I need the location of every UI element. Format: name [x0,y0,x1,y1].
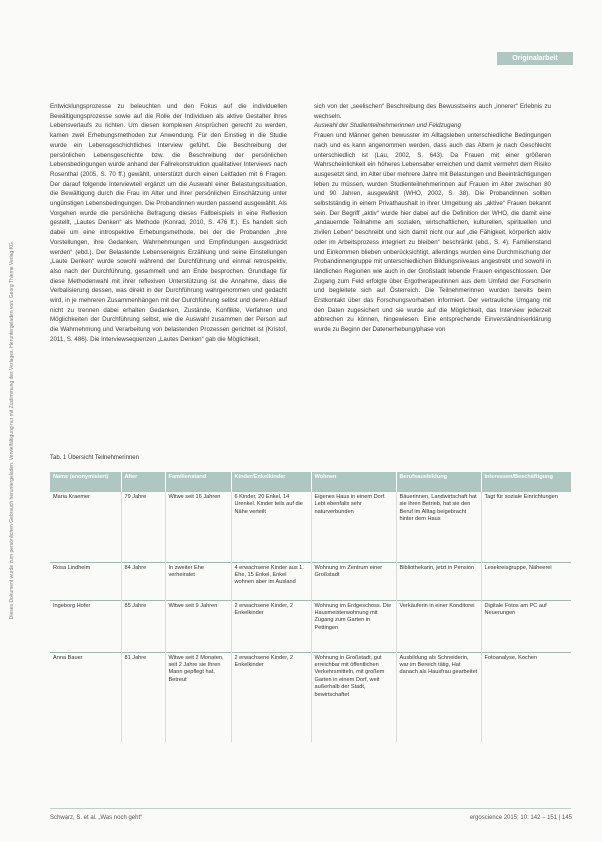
paragraph: sich von der „seelischen“ Beschreibung des Bewusstseins auch „innerer“ Erlebnis zu wechseln. [314,103,551,120]
paragraph: Frauen und Männer gehen bewusster im Alltagsleben unterschiedliche Bedingungen nach und es kann angenommen werden, dass auch das Altern je nach Geschlecht unterschiedlich ist (Lau, 2002, S. 643). Da Frauen mit einer größeren Wahrscheinlichkeit ein höheres Lebensalter erreichen und damit vermehrt dem Risiko ausgesetzt sind, im Alter über mehrere Jahre mit Belastungen und Beeinträchtigungen leben zu müssen, wurden Studienteilnehmerinnen auf Frauen im Alter zwischen 80 und 90 Jahren, ausgewählt (WHO, 2002, S. 38). Die Probandinnen sollten selbstständig in einem Privathaushalt in ihrer Umgebung als „aktive“ Frauen bekannt sein. Der Begriff „aktiv“ wurde hier dabei auf die Definition der WHO, die damit eine „andauernde Teilnahme am sozialen, wirtschaftlichen, kulturellen, spirituellen und zivilen Leben“ beschreibt und sich damit nicht nur auf „die Fähigkeit, körperlich aktiv oder im Arbeitsprozess integriert zu bleiben“ beschränkt (ebd., S. 4). Familienstand und Einkommen blieben unberücksichtigt, allerdings wurden eine Durchmischung der Probandinnengruppe mit unterschiedlichen Bildungsniveaus angestrebt und sowohl in ländlichen Regionen wie auch in der Großstadt lebende Frauen eingeschlossen. Der Zugang zum Feld erfolgte über Ergotherapeutinnen aus dem Umfeld der Forscherin und begleitete sich auf Österreich. Die Teilnehmerinnen wurden bereits beim Erstkontakt über das Forschungsvorhaben informiert. Der vertrauliche Umgang mit den Daten zugesichert und sie wurde auf die Möglichkeit, das Interview jederzeit abbrechen zu können, hingewiesen. Eine entsprechende Einverständniserklärung wurde zu Beginn der Datenerhebung/phase von [314,132,551,334]
table-cell: 85 Jahre [121,600,165,652]
table-caption: Tab. 1 Übersicht Teilnehmerinnen [50,455,139,461]
table-header-cell: Name (anonymisiert) [50,472,121,492]
text-column-right [314,102,551,442]
table-cell: 84 Jahre [121,562,165,600]
table-cell: Witwe seit 9 Jahren [165,600,231,652]
table-row [50,562,571,600]
table-header-cell: Interessen/Beschäftigung [481,472,571,492]
table-cell: Maria Kraemer [53,494,90,500]
footer-journal: ergoscience 2015; 10: 142 – 151 | 145 [469,815,572,821]
table-cell: Anna Bauer [50,652,121,742]
table-cell: Eigenes Haus in einem Dorf. Lebt ebenfalls sehr naturverbunden [311,492,396,562]
table-cell: 2 erwachsene Kinder, 2 Enkelkinder [231,652,311,742]
table-row [50,600,571,652]
section-tag: Originalarbeit [497,52,573,65]
table-header-cell: Kinder/Enkelkinder [231,472,311,492]
table-cell: Rosa Lindheim [50,562,121,600]
table-cell: Fotoanalyse, Kochen [481,652,571,742]
table-cell: Tagt für soziale Einrichtungen [481,492,571,562]
table-row [50,492,571,562]
table-cell: Wohnung im Zentrum einer Großstadt [311,562,396,600]
table-cell: Bibliothekarin, jetzt in Pension [396,562,481,600]
table-cell: Ausbildung als Schneiderin, war im Bereich tätig, Hat danach als Hausfrau gearbeitet [396,652,481,742]
table-cell: Digitale Fotos am PC auf Neuerungen [481,600,571,652]
table-cell: Witwe seit 2 Monaten, seit 2 Jahre sie Ihren Mann gepflegt hat, Betreut [165,652,231,742]
table-cell: Wohnung in Großstadt, gut erreichbar mit öffentlichen Verkehrsmitteln, mit großem Garten in einem Dorf, weit außerhalb der Stadt, bewirtschaftet [311,652,396,742]
text-column-left [50,102,287,442]
table-cell: 6 Kinder, 20 Enkel, 14 Urenkel. Kinder teils auf die Nähe verteilt [231,492,311,562]
subsection-heading: Auswahl der Studienteilnehmerinnen und Feldzugang [314,122,461,130]
table-header-row [50,472,571,492]
table-cell: 2 erwachsene Kinder, 2 Enkelkinder [231,600,311,652]
paragraph: Entwicklungsprozesse zu beleuchten und den Fokus auf die individuellen Bewältigungsprozesse sowie auf die Rolle der Individuen als aktive Gestalter ihres Lebensverlaufs zu richten. Um diesen komplexen Ansprüchen gerecht zu werden, kamen zwei Erhebungsmethoden zur Anwendung. Für den Einstieg in die Studie wurde ein Lebensgeschichtliches Interview geführt. Die Beschreibung der persönlichen Lebensgeschichte bzw. die Beschreibung der persönlichen Lebensbedingungen wurde anhand der Fallrekonstruktion qualitativer Interviews nach Rosenthal (2005, S. 70 ff.) gewählt, unterstützt durch einen Leitfaden mit 6 Fragen. Der darauf folgende Interviewteil ergänzt um die Auswahl einer Belastungssituation, die Bewältigung durch die Frau im Alter und ihrer persönlichen Einschätzung unter ungünstigen Lebensbedingungen. Die Probandinnen wurden passend ausgewählt. Als Vorgehen wurde die persönliche Befragung dieses Fallbeispiels in eine Reflexion gestellt, „Lautes Denken“ als Methode (Konrad, 2010, S. 476 ff.). Es handelt sich dabei um eine introspektive Erhebungsmethode, bei der die Probanden „ihre Vorstellungen, ihre Gedanken, Wahrnehmungen und Empfindungen ausgedrückt werden“ (ebd.). Der Belastende Lebensereignis Erzählung und seine Einstellungen „Laute Denken“ wurde sowohl während der Durchführung und einmal retrospektiv, also nach der Durchführung, gesammelt und am Ende besprochen. Grundlage für diese Methodenwahl mit ihrer reflexiven Unterstützung ist die Annahme, dass die Verbalisierung dessen, was direkt in der Durchführung wahrgenommen und gedacht wird, in je mehreren Zusammenhängen mit der Durchführung selbst und deren Ablauf nicht zu trennen dabei erhalten Gedanken, Zustände, Konflikte, Verfahren und Möglichkeiten der Durchführung selbst, wie die Auswahl zusammen der Person auf die Wahrnehmung und Verarbeitung von belastenden Prozessen gerichtet ist (Kristof, 2011, S. 486). Die Interviewsequenzen „Lautes Denken“ gab die Möglichkeit, [50,103,287,343]
download-notice: Dieses Dokument wurde zum persönlichen Gebrauch heruntergeladen. Vervielfältigung nur mit Zustimmung des Verlages. Heruntergeladen von: Georg Thieme Verlag KG. [9,240,15,620]
table-cell: Wohnung im Erdgeschoss. Die Hausmeisterwohnung mit Zugang zum Garten in Pettingen [311,600,396,652]
table-header-cell: Wohnen [311,472,396,492]
footer-citation: Schwarz, S. et al. „Was noch geht“ [50,815,143,821]
table-cell: Lesekreisgruppe, Näheerei [481,562,571,600]
table-header-cell: Alter [121,472,165,492]
footer-rule [50,808,571,809]
table-header-cell: Familienstand [165,472,231,492]
table-cell: Witwe seit 16 Jahren [165,492,231,562]
table-cell: In zweiter Ehe verheiratet [165,562,231,600]
table-cell: Bäuerinnen, Landwirtschaft hat sie ihren Betrieb, hat sie den Beruf im Alltag beigebracht hinter dem Haus [396,492,481,562]
table-cell: 81 Jahre [121,652,165,742]
participants-table [50,472,571,742]
table-row [50,652,571,742]
table-cell: Ingeborg Hofer [50,600,121,652]
table-cell: 4 erwachsene Kinder aus 1. Ehe, 15 Enkel, Enkel wohnen aber im Ausland [231,562,311,600]
table-cell: 79 Jahre [121,492,165,562]
table-cell: Verkäuferin in einer Konditorei [396,600,481,652]
table-header-cell: Berufsausbildung [396,472,481,492]
